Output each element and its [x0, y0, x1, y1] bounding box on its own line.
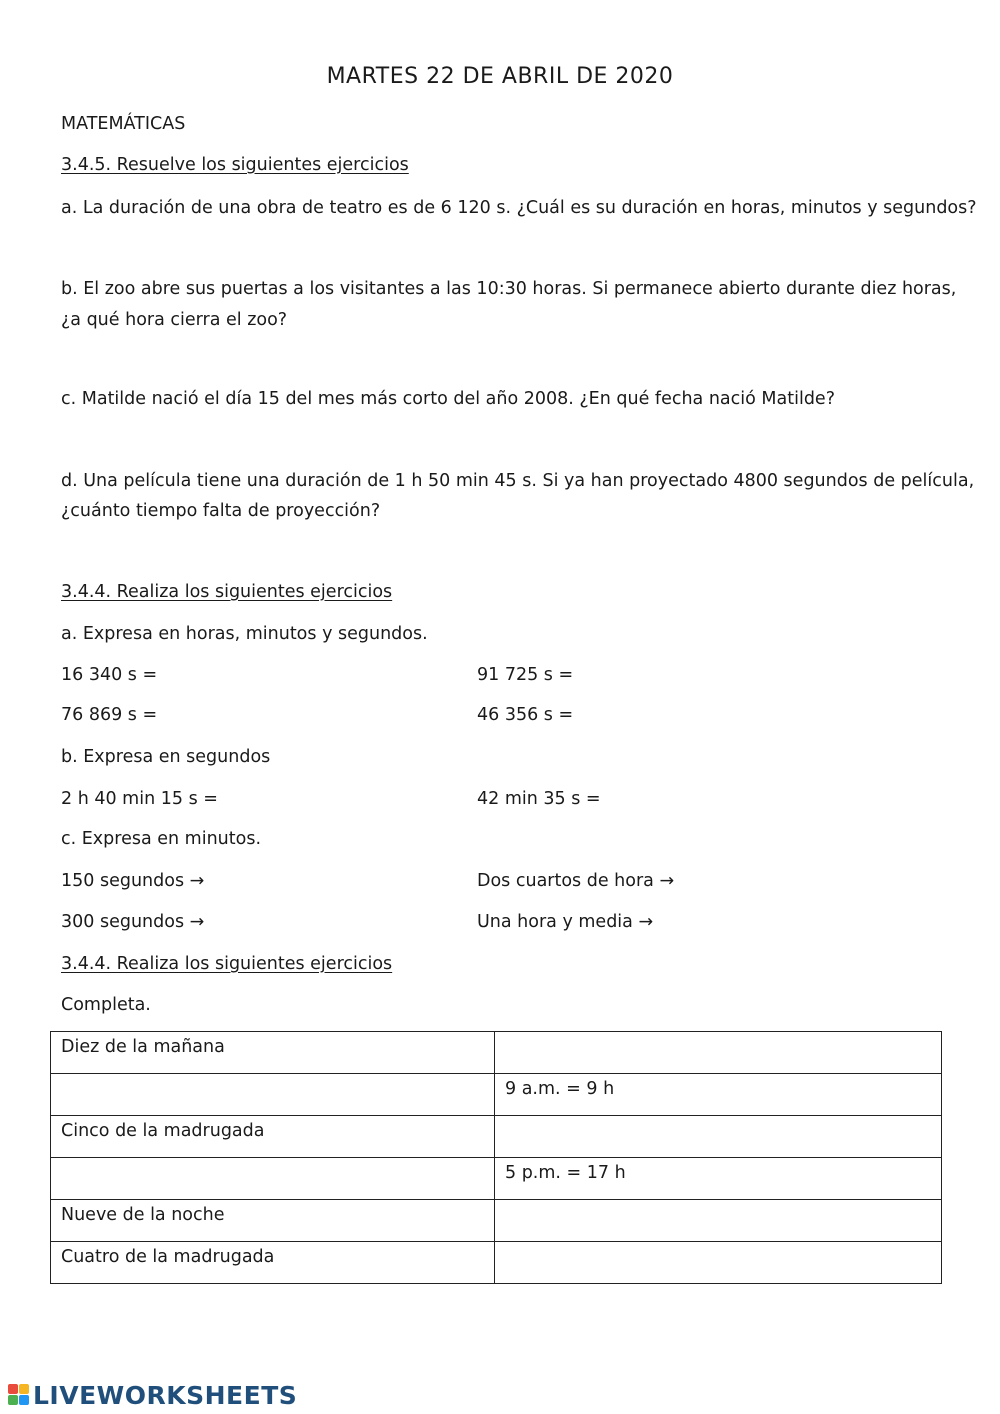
table-cell[interactable]: [495, 1200, 942, 1242]
table-cell[interactable]: [495, 1032, 942, 1074]
exercise-d-line1: d. Una película tiene una duración de 1 h 50 min 45 s. Si ya han proyectado 4800 segundos de película,: [61, 471, 975, 491]
conversion-item: 2 h 40 min 15 s =: [61, 789, 218, 809]
subject-label: MATEMÁTICAS: [61, 114, 186, 134]
part-b-label: b. Expresa en segundos: [61, 747, 271, 767]
logo-blocks-icon: [8, 1384, 30, 1406]
exercise-b-line1: b. El zoo abre sus puertas a los visitantes a las 10:30 horas. Si permanece abierto durante diez horas,: [61, 279, 957, 299]
logo-text: LIVEWORKSHEETS: [33, 1380, 298, 1410]
conversion-item: Una hora y media →: [477, 912, 654, 932]
conversion-item: 150 segundos →: [61, 871, 205, 891]
section-heading-345: 3.4.5. Resuelve los siguientes ejercicios: [61, 155, 409, 175]
conversion-item: Dos cuartos de hora →: [477, 871, 675, 891]
exercise-b-line2: ¿a qué hora cierra el zoo?: [61, 310, 288, 330]
table-cell[interactable]: Diez de la mañana: [51, 1032, 495, 1074]
table-row: [51, 1200, 942, 1242]
table-cell[interactable]: [51, 1158, 495, 1200]
conversion-item: 42 min 35 s =: [477, 789, 601, 809]
conversion-item: 300 segundos →: [61, 912, 205, 932]
conversion-item: 46 356 s =: [477, 705, 574, 725]
section-heading-344: 3.4.4. Realiza los siguientes ejercicios: [61, 582, 393, 602]
table-row: [51, 1032, 942, 1074]
table-row: [51, 1242, 942, 1284]
part-a-label: a. Expresa en horas, minutos y segundos.: [61, 624, 428, 644]
exercise-d-line2: ¿cuánto tiempo falta de proyección?: [61, 501, 381, 521]
conversion-item: 91 725 s =: [477, 665, 574, 685]
table-cell[interactable]: Cuatro de la madrugada: [51, 1242, 495, 1284]
complete-instruction: Completa.: [61, 995, 151, 1015]
conversion-item: 76 869 s =: [61, 705, 158, 725]
time-table: [50, 1031, 942, 1284]
page-title: MARTES 22 DE ABRIL DE 2020: [326, 64, 674, 89]
table-cell[interactable]: Nueve de la noche: [51, 1200, 495, 1242]
table-cell[interactable]: 9 a.m. = 9 h: [495, 1074, 942, 1116]
table-row: [51, 1116, 942, 1158]
exercise-c-text: c. Matilde nació el día 15 del mes más corto del año 2008. ¿En qué fecha nació Matilde?: [61, 389, 835, 409]
table-cell[interactable]: Cinco de la madrugada: [51, 1116, 495, 1158]
exercise-a-text: a. La duración de una obra de teatro es de 6 120 s. ¿Cuál es su duración en horas, minutos y segundos?: [61, 198, 977, 218]
section-heading-344-b: 3.4.4. Realiza los siguientes ejercicios: [61, 954, 393, 974]
liveworksheets-logo[interactable]: [8, 1380, 297, 1410]
table-row: [51, 1158, 942, 1200]
table-cell[interactable]: 5 p.m. = 17 h: [495, 1158, 942, 1200]
table-row: [51, 1074, 942, 1116]
conversion-item: 16 340 s =: [61, 665, 158, 685]
table-cell[interactable]: [495, 1116, 942, 1158]
part-c-label: c. Expresa en minutos.: [61, 829, 262, 849]
table-cell[interactable]: [51, 1074, 495, 1116]
table-cell[interactable]: [495, 1242, 942, 1284]
